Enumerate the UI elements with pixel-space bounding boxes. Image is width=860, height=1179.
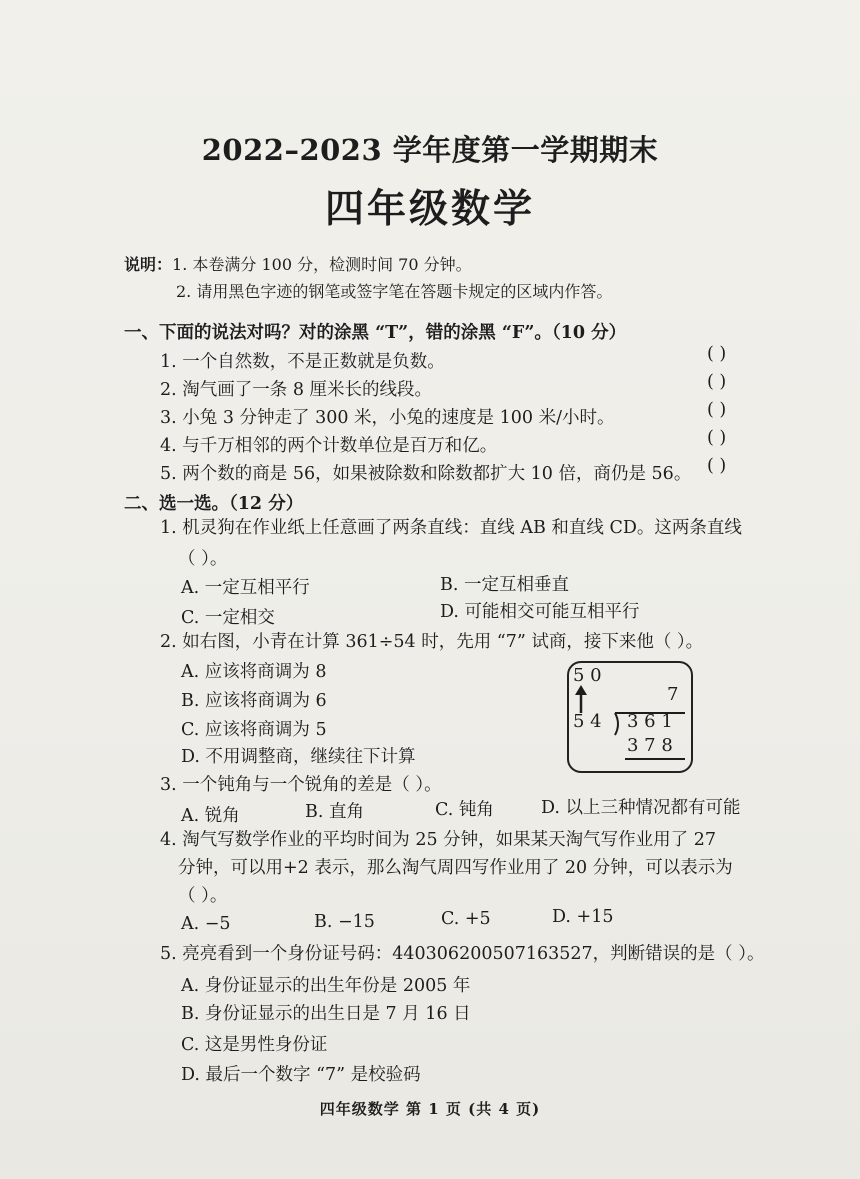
s2-q2-option-a: A. 应该将商调为 8: [181, 662, 327, 682]
s2-q1-option-c: C. 一定相交: [181, 608, 275, 628]
s2-q1-option-a: A. 一定互相平行: [181, 578, 310, 598]
s2-q4-line3: （ ）。: [178, 886, 228, 906]
s2-q2-line1: 2. 如右图，小青在计算 361÷54 时，先用 “7” 试商，接下来他（ ）。: [160, 632, 704, 652]
s2-q2-option-d: D. 不用调整商，继续往下计算: [181, 747, 416, 767]
s1-answer-blank-2[interactable]: ( ): [707, 372, 727, 392]
s2-q1-option-d: D. 可能相交可能互相平行: [440, 602, 640, 622]
s2-q5-option-b: B. 身份证显示的出生日是 7 月 16 日: [181, 1004, 471, 1024]
s2-q5-line1: 5. 亮亮看到一个身份证号码：440306200507163527，判断错误的是（ ）。: [160, 944, 765, 964]
s2-q4-option-d: D. +15: [552, 907, 614, 927]
s1-question-1: 1. 一个自然数，不是正数就是负数。: [160, 352, 445, 372]
s1-answer-blank-3[interactable]: ( ): [707, 400, 727, 420]
figure-product: 3 7 8: [627, 735, 673, 756]
arrow-head-icon: [575, 685, 587, 695]
notes: [124, 252, 472, 275]
s2-q2-option-c: C. 应该将商调为 5: [181, 720, 327, 740]
page-footer: 四年级数学 第 1 页 (共 4 页): [319, 1100, 541, 1118]
s2-q2-option-b: B. 应该将商调为 6: [181, 691, 327, 711]
note-item-2: 2. 请用黑色字迹的钢笔或签字笔在答题卡规定的区域内作答。: [176, 282, 613, 301]
s1-question-5: 5. 两个数的商是 56，如果被除数和除数都扩大 10 倍，商仍是 56。: [160, 464, 692, 484]
s2-q1-line2: （ ）。: [178, 549, 228, 569]
s2-q4-line2: 分钟，可以用+2 表示，那么淘气周四写作业用了 20 分钟，可以表示为: [178, 858, 733, 878]
s1-answer-blank-5[interactable]: ( ): [707, 456, 727, 476]
s2-q3-option-d: D. 以上三种情况都有可能: [541, 798, 741, 818]
s1-question-3: 3. 小兔 3 分钟走了 300 米，小兔的速度是 100 米/小时。: [160, 408, 615, 428]
s2-q3-line1: 3. 一个钝角与一个锐角的差是（ ）。: [160, 775, 442, 795]
s1-answer-blank-1[interactable]: ( ): [707, 344, 727, 364]
s2-q3-option-b: B. 直角: [305, 802, 364, 822]
s2-q1-line1: 1. 机灵狗在作业纸上任意画了两条直线：直线 AB 和直线 CD。这两条直线: [160, 518, 742, 538]
section2-heading: 二、选一选。（12 分）: [124, 494, 304, 514]
s2-q5-option-a: A. 身份证显示的出生年份是 2005 年: [181, 976, 471, 996]
note-item-1: 1. 本卷满分 100 分，检测时间 70 分钟。: [172, 255, 472, 274]
s1-answer-blank-4[interactable]: ( ): [707, 428, 727, 448]
s2-q1-option-b: B. 一定互相垂直: [440, 575, 569, 595]
figure-quotient: 7: [667, 684, 679, 705]
figure-note: 5 0: [573, 665, 602, 686]
s2-q4-option-c: C. +5: [441, 909, 491, 929]
s2-q4-option-a: A. −5: [181, 914, 231, 934]
exam-title: 2022–2023 学年度第一学期期末: [201, 133, 659, 167]
division-bracket: [615, 713, 618, 735]
section1-heading: 一、下面的说法对吗？对的涂黑 “T”，错的涂黑 “F”。（10 分）: [124, 323, 627, 343]
s2-q4-line1: 4. 淘气写数学作业的平均时间为 25 分钟，如果某天淘气写作业用了 27: [160, 830, 716, 850]
s2-q5-option-c: C. 这是男性身份证: [181, 1035, 328, 1055]
s2-q3-option-a: A. 锐角: [181, 806, 240, 826]
s2-q4-option-b: B. −15: [314, 912, 375, 932]
notes-label: 说明：: [124, 255, 173, 274]
s2-q3-option-c: C. 钝角: [435, 800, 494, 820]
exam-subject: 四年级数学: [324, 186, 535, 232]
figure-dividend: 3 6 1: [627, 711, 673, 732]
s1-question-2: 2. 淘气画了一条 8 厘米长的线段。: [160, 380, 433, 400]
long-division-figure: [567, 661, 693, 773]
s2-q5-option-d: D. 最后一个数字 “7” 是校验码: [181, 1065, 421, 1085]
figure-divisor: 5 4: [573, 711, 602, 732]
s1-question-4: 4. 与千万相邻的两个计数单位是百万和亿。: [160, 436, 498, 456]
